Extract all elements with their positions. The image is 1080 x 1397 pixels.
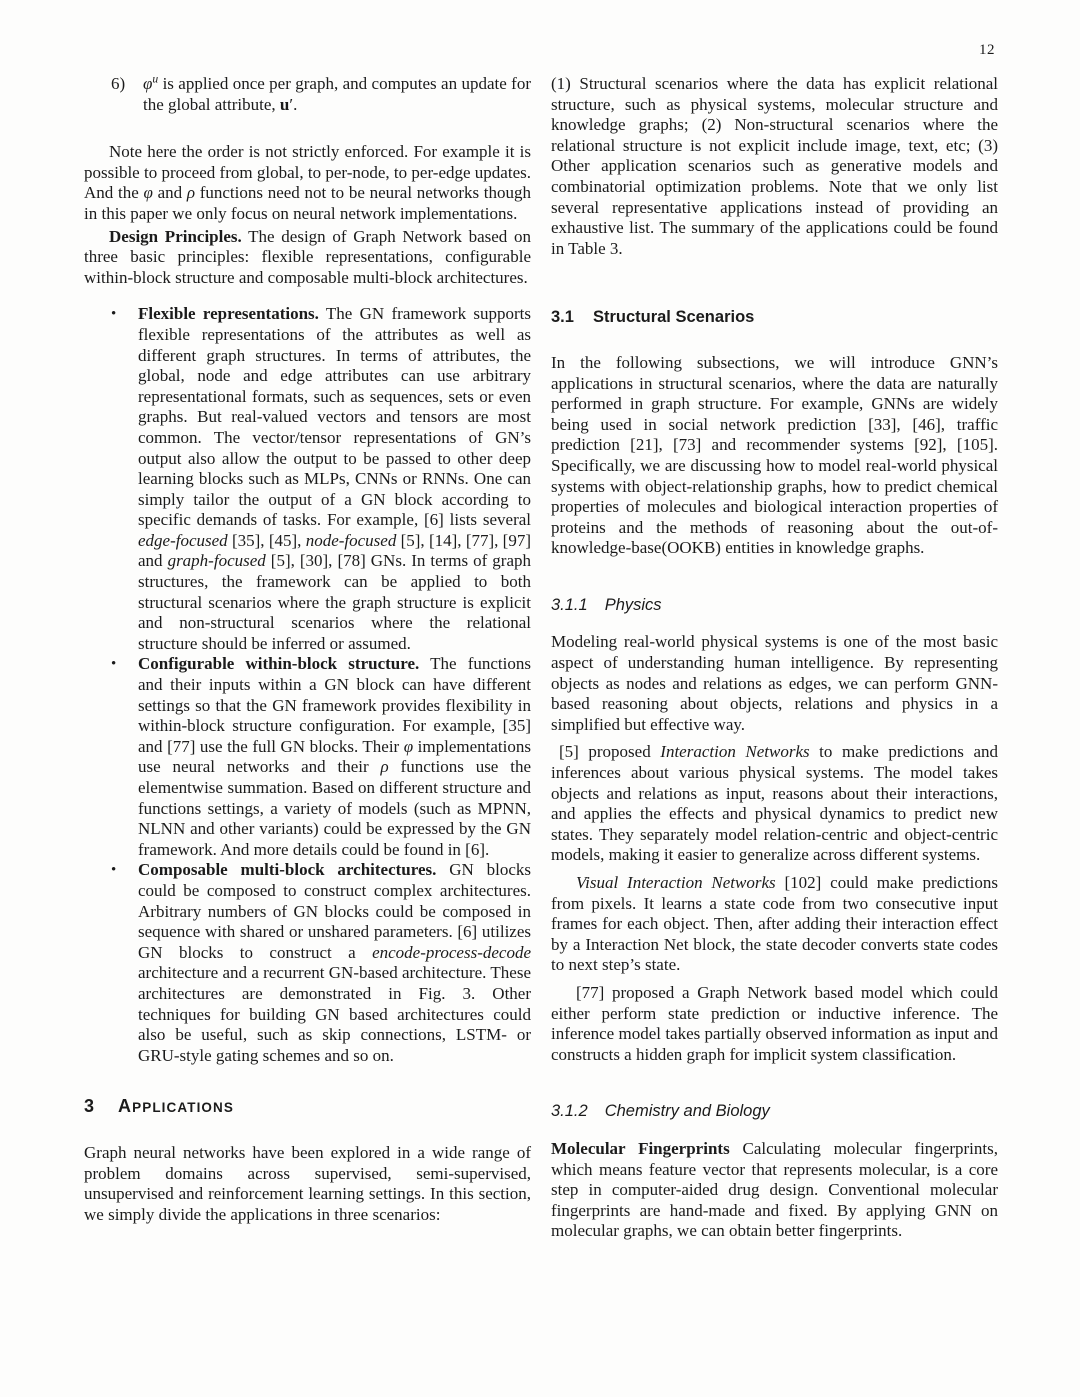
bullet-list <box>84 304 531 1066</box>
bullet-text: Composable multi-block architectures. GN blocks could be composed to construct complex architectures. Arbitrary numbers of GN blocks could be composed in sequence with shared or unshared parameters. [6] utilizes GN blocks to construct a encode-process-decode architecture and a recurrent GN-based architecture. These architectures are demonstrated in Fig. 3. Other techniques for building GN based architectures could also be useful, such as skip connections, LSTM- or GRU-style gating schemes and so on. <box>138 860 531 1065</box>
section-number: 3 <box>84 1096 95 1117</box>
bullet-icon: • <box>111 306 117 323</box>
column-left <box>84 74 531 1225</box>
bullet-icon: • <box>111 656 117 673</box>
list-item-text: $\varphi^u$ is applied once per graph, and computes an update for the global attribute, u′. <box>143 72 531 114</box>
list-item-6 <box>84 74 531 115</box>
paragraph-physics-intro: Modeling real-world physical systems is one of the most basic aspect of understanding human intelligence. By representing objects as nodes and relations as edges, we can perform GNN-based reasoning about objects, relations and physics in a simplified but effective way. <box>551 632 998 734</box>
subsection-heading-structural-scenarios <box>551 307 998 328</box>
subsubsection-heading-physics <box>551 595 998 616</box>
paragraph-note-order: Note here the order is not strictly enforced. For example it is possible to proceed from global, to per-node, to per-edge updates. And the φ and ρ functions need not to be neural networks though in this paper we only focus on neural network implementations. <box>84 142 532 223</box>
bullet-text: Flexible representations. The GN framework supports flexible representations of the attributes as well as different graph structures. In terms of attributes, the global, node and edge attributes can use arbitrary representational formats, such as sequences, sets or even graphs. But real-valued vectors and tensors are most common. The vector/tensor representations of GN’s output also allow the output to be passed to other deep learning blocks such as MLPs, CNNs or RNNs. One can simply tailor the output of a GN block according to specific demands of tasks. For example, [6] lists several edge-focused [35], [45], node-focused [5], [14], [77], [97] and graph-focused [5], [30], [78] GNs. In terms of graph structures, the framework can be applied to both structural scenarios where the graph structure is explicit and non-structural scenarios where the relational structure should be inferred or assumed. <box>138 304 532 653</box>
bullet-item-flexible-representations <box>84 304 531 654</box>
section-title: APPLICATIONS <box>118 1096 234 1117</box>
column-right <box>551 74 998 1242</box>
bullet-text: Configurable within-block structure. The functions and their inputs within a GN block can have different settings so that the GN framework provides flexibility in within-block structure configuration. For example, [35] and [77] use the full GN blocks. Their φ implementations use neural networks and their ρ functions use the elementwise summation. Based on different structure and functions settings, a variety of models (such as MPNN, NLNN and other variants) could be expressed by the GN framework. And more details could be found in [6]. <box>138 654 531 859</box>
paragraph-molecular-fingerprints: Molecular Fingerprints Calculating molecular fingerprints, which means feature vector that represents molecular, is a core step in computer-aided drug design. Conventional molecular fingerprints are hand-made and fixed. By applying GNN on molecular graphs, we can obtain better fingerprints. <box>551 1138 998 1241</box>
paragraph-interaction-networks: [5] proposed Interaction Networks to make predictions and inferences about various physical systems. The model takes objects and relations as input, reasons about their interactions, and applies the effects and physical dynamics to predict new states. They separately model relation-centric and object-centric models, making it easier to generalize across different systems. <box>551 742 998 865</box>
bullet-item-composable-architectures <box>84 860 531 1066</box>
list-item-marker: 6) <box>111 74 126 93</box>
subsubsection-number: 3.1.2 <box>551 1102 588 1121</box>
subsection-title: Structural Scenarios <box>592 308 755 327</box>
paragraph-graph-network-model: [77] proposed a Graph Network based model which could either perform state prediction or inductive inference. The inference model takes partially observed information as input and constructs a hidden graph for implicit system classification. <box>551 982 998 1064</box>
subsubsection-title: Chemistry and Biology <box>604 1102 770 1121</box>
subsubsection-number: 3.1.1 <box>551 595 588 614</box>
paragraph-design-principles: Design Principles. The design of Graph Network based on three basic principles: flexible representations, configurable within-block structure and composable multi-block architectures. <box>84 226 531 287</box>
subsubsection-heading-chemistry-biology <box>551 1101 998 1122</box>
bullet-icon: • <box>111 862 117 879</box>
paragraph-structural-intro: In the following subsections, we will introduce GNN’s applications in structural scenarios, where the data are naturally performed in graph structure. For example, GNNs are widely being used in social network prediction [33], [46], traffic prediction [21], [73] and recommender systems [92], [105]. Specifically, we are discussing how to model real-world physical systems with object-relationship graphs, how to predict chemical properties of molecules and biological interaction properties of proteins and the methods of reasoning about the out-of-knowledge-base(OOKB) entities in knowledge graphs. <box>551 352 998 558</box>
paragraph-three-scenarios: (1) Structural scenarios where the data has explicit relational structure, such as physical systems, molecular structure and knowledge graphs; (2) Non-structural scenarios where the relational structure is not explicit include image, text, etc; (3) Other application scenarios such as generative models and combinatorial optimization problems. Note that we only list several representative applications instead of providing an exhaustive list. The summary of the applications could be found in Table 3. <box>551 74 998 258</box>
bullet-item-configurable-structure <box>84 654 531 860</box>
paragraph-applications-intro: Graph neural networks have been explored in a wide range of problem domains across supervised, semi-supervised, unsupervised and reinforcement learning settings. In this section, we simply divide the applications in three scenarios: <box>84 1142 531 1224</box>
page-number: 12 <box>979 42 995 58</box>
subsubsection-title: Physics <box>604 595 662 614</box>
paragraph-visual-interaction-networks: Visual Interaction Networks [102] could make predictions from pixels. It learns a state code from two consecutive input frames for each object. Then, after adding their interaction effect by a Interaction Net block, the state decoder converts state codes to next step’s state. <box>551 873 998 975</box>
section-heading-applications <box>84 1096 531 1119</box>
subsection-number: 3.1 <box>551 308 574 327</box>
